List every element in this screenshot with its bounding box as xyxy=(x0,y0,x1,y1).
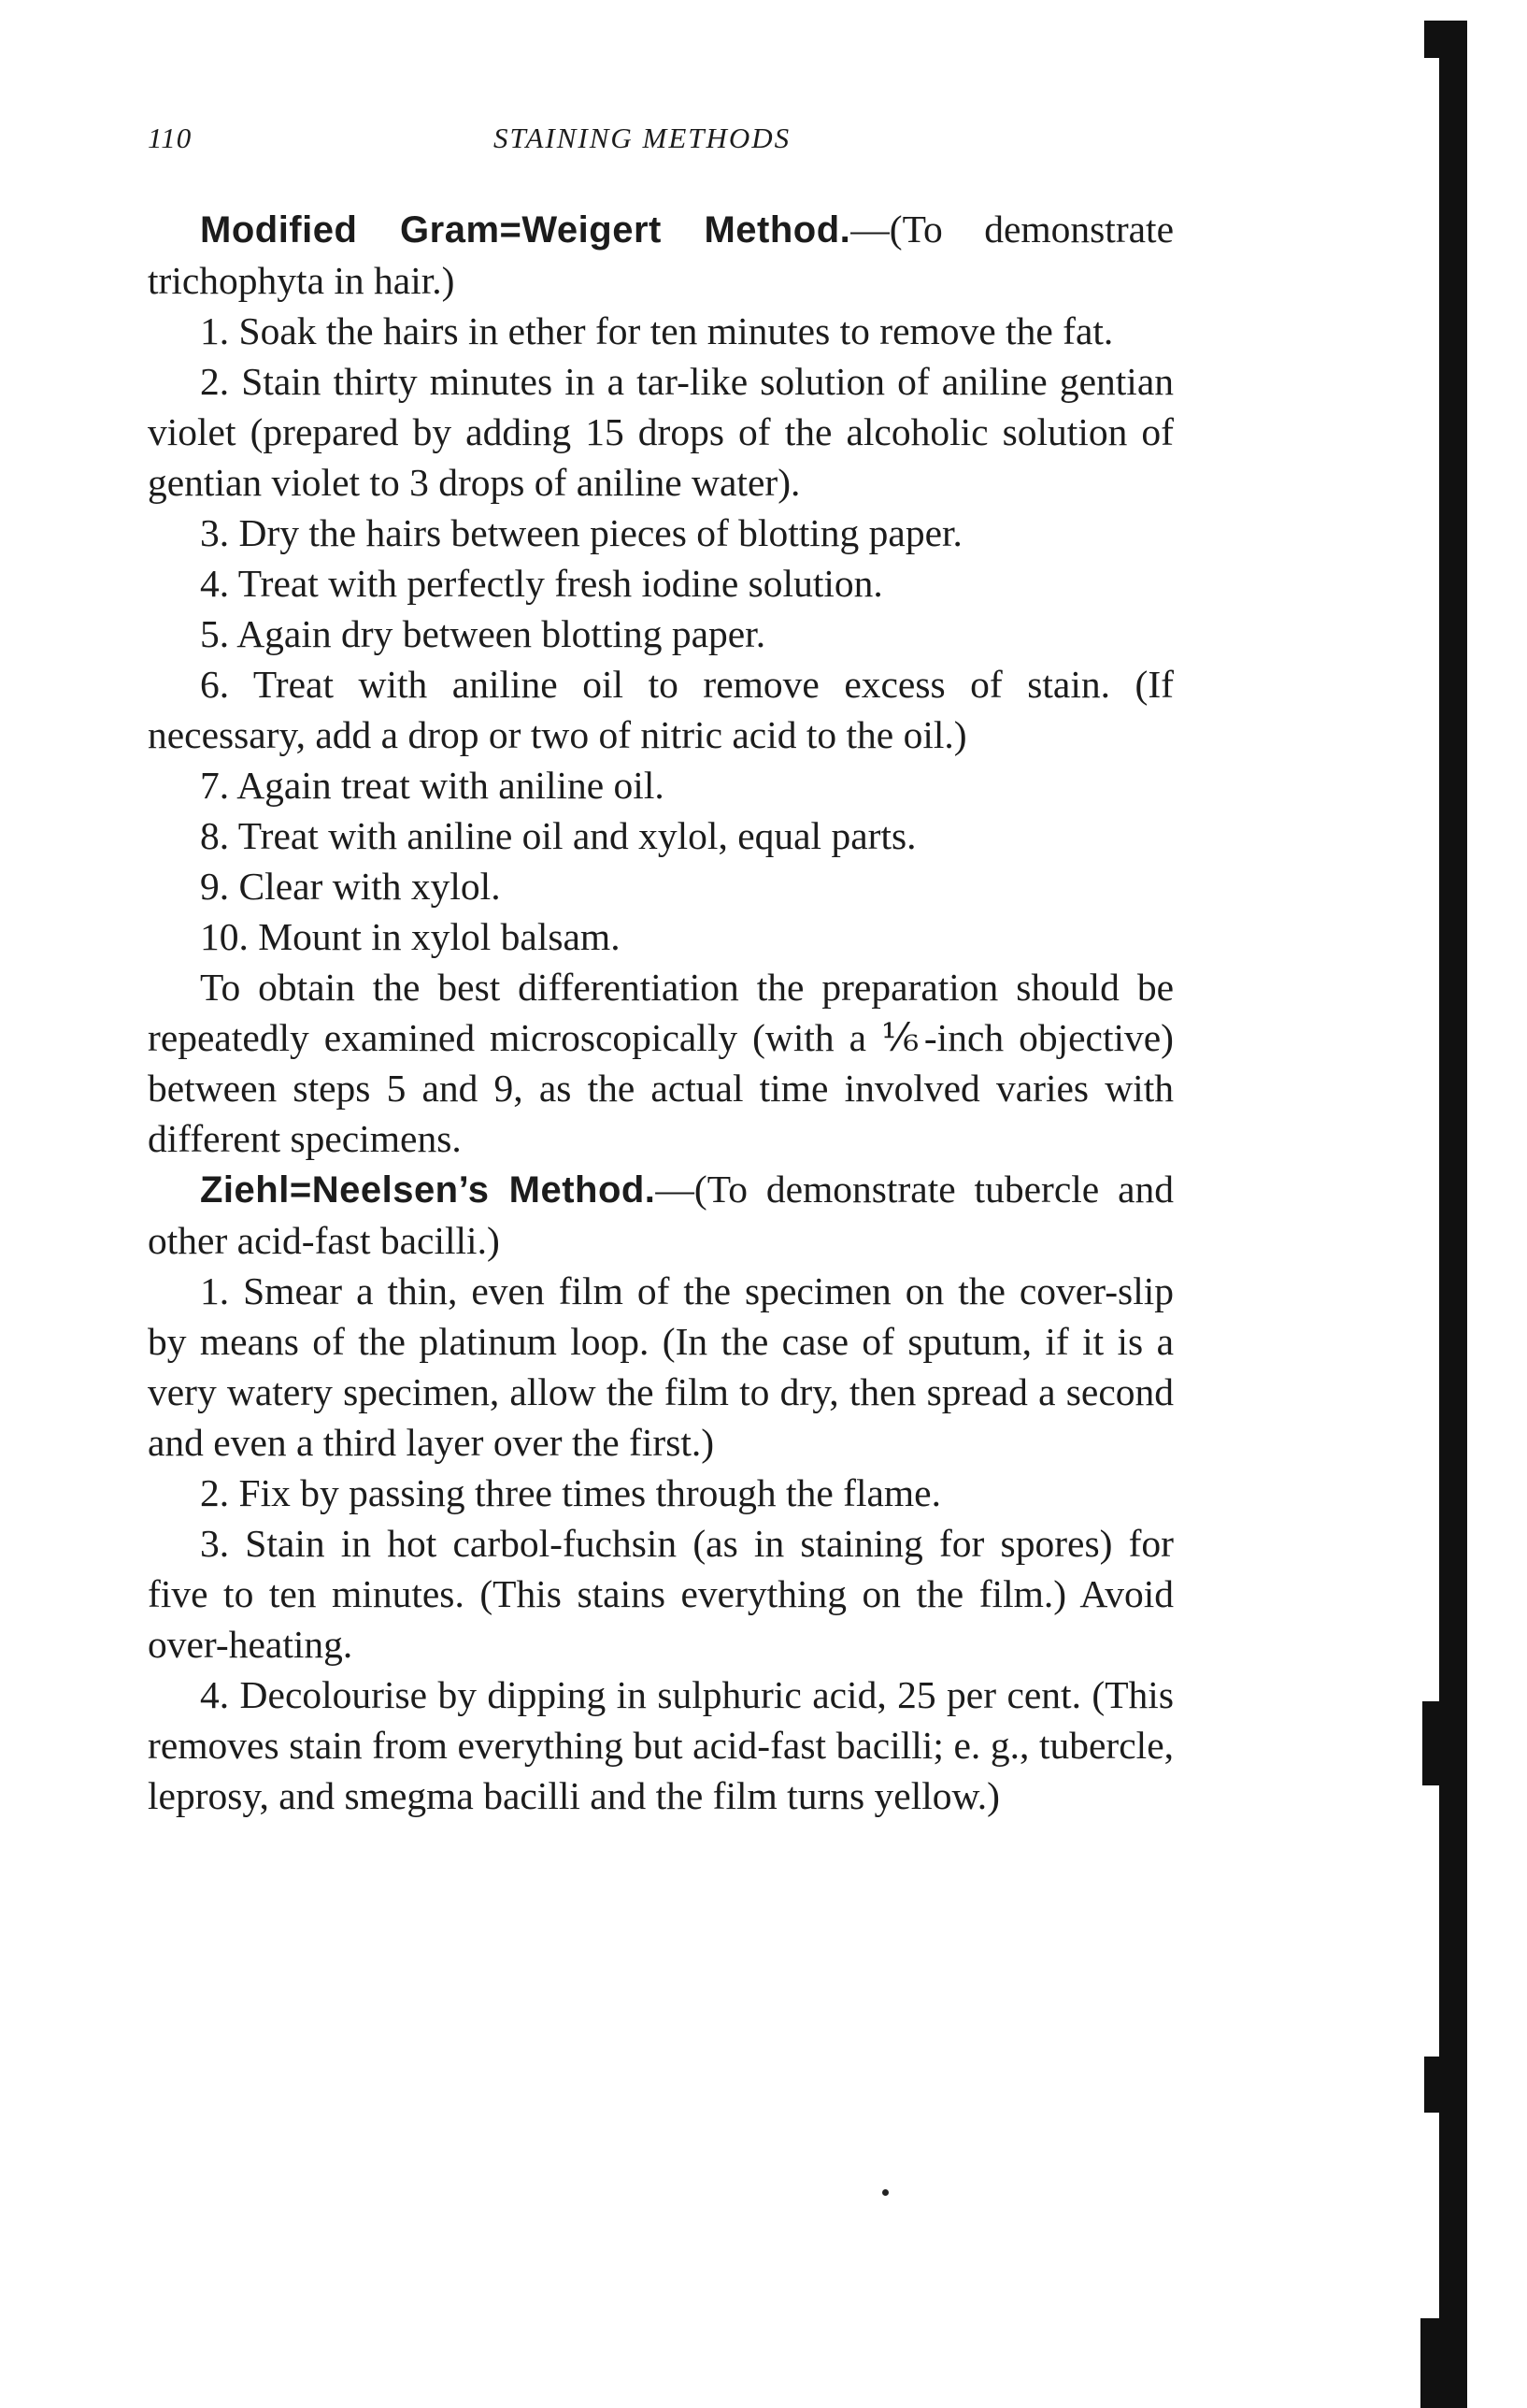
gram-step: 5. Again dry between blotting paper. xyxy=(200,612,766,655)
page-edge-notch xyxy=(1422,1701,1445,1785)
gram-step: 10. Mount in xylol balsam. xyxy=(200,915,621,958)
gram-step: 7. Again treat with aniline oil. xyxy=(200,764,664,807)
gram-step: 8. Treat with aniline oil and xylol, equal parts. xyxy=(200,814,917,857)
ink-speck xyxy=(882,2189,889,2196)
ziehl-intro: —(To demonstrate tubercle and other acid-fast bacilli.) xyxy=(148,1168,1174,1262)
page-number: 110 xyxy=(148,122,193,154)
gram-heading-paragraph xyxy=(148,204,1174,306)
ziehl-step: 2. Fix by passing three times through the flame. xyxy=(200,1471,941,1514)
gram-step: 1. Soak the hairs in ether for ten minutes to remove the fat. xyxy=(200,309,1114,352)
ziehl-step: 4. Decolourise by dipping in sulphuric acid, 25 per cent. (This removes stain from everything but acid-fast bacilli; e. g., tubercle, leprosy, and smegma bacilli and the film turns yellow.) xyxy=(148,1673,1174,1817)
ziehl-heading: Ziehl=Neelsen’s Method. xyxy=(200,1169,656,1211)
gram-step: 4. Treat with perfectly fresh iodine solution. xyxy=(200,562,883,605)
gram-intro: —(To demonstrate trichophyta in hair.) xyxy=(148,208,1175,302)
page-body xyxy=(148,204,1174,1821)
running-title: STAINING METHODS xyxy=(493,122,792,154)
gram-step: 6. Treat with aniline oil to remove excess of stain. (If necessary, add a drop or two of nitric acid to the oil.) xyxy=(148,663,1174,756)
running-head xyxy=(148,122,1174,159)
gram-step: 2. Stain thirty minutes in a tar-like solution of aniline gentian violet (prepared by adding 15 drops of the alcoholic solution of gentian violet to 3 drops of aniline water). xyxy=(148,360,1174,504)
page-edge-notch xyxy=(1424,2057,1443,2113)
gram-note: To obtain the best differentiation the preparation should be repeatedly examined microscopically (with a ⅙-inch objective) between steps 5 and 9, as the actual time involved varies with different specimens. xyxy=(148,966,1174,1160)
page-edge-notch xyxy=(1424,21,1449,58)
gram-step: 3. Dry the hairs between pieces of blotting paper. xyxy=(200,511,963,554)
ziehl-step: 3. Stain in hot carbol-fuchsin (as in staining for spores) for five to ten minutes. (This stains everything on the film.) Avoid over-heating. xyxy=(148,1522,1174,1666)
gram-heading: Modified Gram=Weigert Method. xyxy=(200,209,851,251)
ziehl-step: 1. Smear a thin, even film of the specimen on the cover-slip by means of the platinum loop. (In the case of sputum, if it is a very watery specimen, allow the film to dry, then spread a second and even a third layer over the first.) xyxy=(148,1269,1174,1464)
gram-step: 9. Clear with xylol. xyxy=(200,865,501,908)
page-edge-shadow xyxy=(1439,21,1467,2408)
page-edge-notch xyxy=(1420,2318,1445,2408)
ziehl-heading-paragraph xyxy=(148,1164,1174,1266)
